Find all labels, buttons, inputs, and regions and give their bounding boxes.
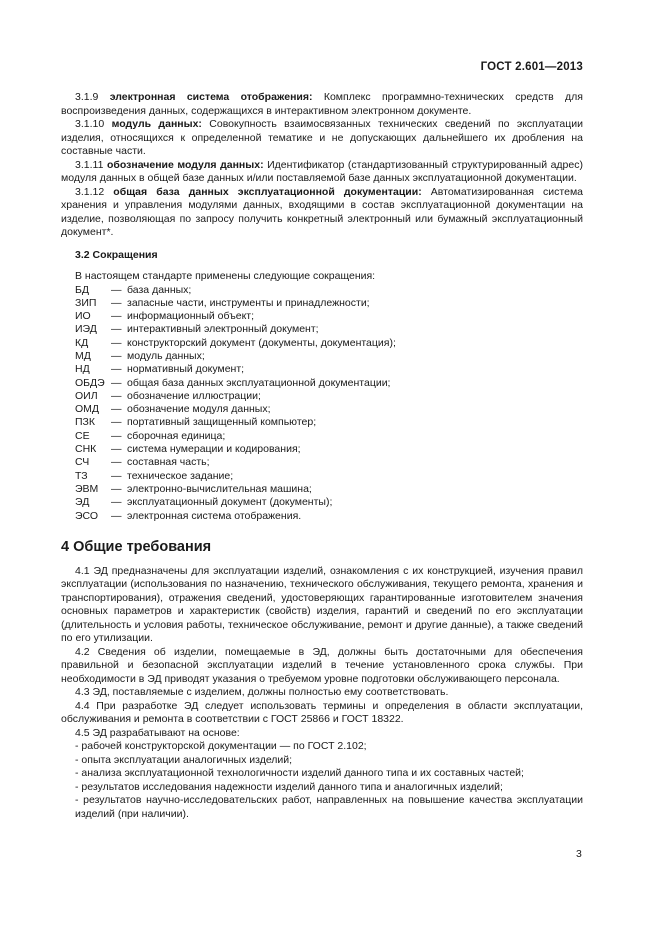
- abbreviation-dash: —: [111, 403, 122, 416]
- abbreviation-term: КД: [75, 336, 89, 349]
- abbreviation-dash: —: [111, 376, 122, 389]
- section-heading-3-2: 3.2 Сокращения: [75, 248, 158, 261]
- abbreviation-row: [75, 350, 583, 363]
- abbreviation-dash: —: [111, 416, 122, 429]
- abbreviation-term: ИО: [75, 310, 91, 323]
- abbreviations-list: [75, 284, 583, 523]
- abbreviation-row: [75, 297, 583, 310]
- page-content: [61, 91, 583, 821]
- abbreviation-dash: —: [111, 349, 122, 362]
- definition-text: Комплекс программно-технических средств для воспроизведения данных, содержащихся в интерактивном электронном документе.: [61, 91, 583, 117]
- abbreviation-row: [75, 390, 583, 403]
- abbreviation-dash: —: [111, 283, 122, 296]
- abbreviation-dash: —: [111, 496, 122, 509]
- abbreviation-dash: —: [111, 509, 122, 522]
- abbreviation-description: сборочная единица;: [127, 429, 226, 442]
- paragraph-4-5: 4.5 ЭД разрабатывают на основе:: [75, 726, 240, 739]
- abbreviation-description: база данных;: [127, 283, 192, 296]
- definition-term: модуль данных:: [111, 118, 202, 130]
- abbreviation-term: НД: [75, 363, 90, 376]
- abbreviation-term: ЭСО: [75, 509, 99, 522]
- paragraph-4-4: 4.4 При разработке ЭД следует использовать термины и определения в области эксплуатации, обслуживания и ремонта в соответствии с ГОСТ 25866 и ГОСТ 18322.: [61, 699, 583, 726]
- abbreviations-intro: В настоящем стандарте применены следующие сокращения:: [75, 270, 376, 282]
- abbreviation-term: ТЗ: [75, 469, 88, 482]
- abbreviation-term: ЭВМ: [75, 482, 99, 495]
- abbreviation-description: интерактивный электронный документ;: [127, 323, 319, 336]
- definition-term: обозначение модуля данных:: [106, 158, 264, 171]
- definition-number: 3.1.11: [75, 158, 104, 171]
- abbreviation-dash: —: [111, 443, 122, 456]
- definition-term: электронная система отображения:: [109, 91, 313, 103]
- definition-text: Идентификатор (стандартизованный структурированный адрес) модуля данных в общей базе данных и/или поставляемой базе данных эксплуатационной документации.: [61, 158, 583, 184]
- abbreviation-term: ОМД: [75, 403, 100, 416]
- abbreviation-row: [75, 337, 583, 350]
- abbreviation-row: [75, 323, 583, 336]
- abbreviation-description: электронная система отображения.: [127, 509, 302, 522]
- abbreviation-description: модуль данных;: [127, 349, 205, 362]
- abbreviation-row: [75, 430, 583, 443]
- abbreviation-description: техническое задание;: [127, 469, 234, 482]
- abbreviation-dash: —: [111, 389, 122, 402]
- abbreviation-dash: —: [111, 336, 122, 349]
- abbreviation-row: [75, 377, 583, 390]
- abbreviation-row: [75, 416, 583, 429]
- abbreviation-dash: —: [111, 469, 122, 482]
- abbreviation-description: система нумерации и кодирования;: [127, 443, 301, 456]
- abbreviation-term: СНК: [75, 443, 97, 456]
- abbreviation-dash: —: [111, 310, 122, 323]
- paragraph-4-1: 4.1 ЭД предназначены для эксплуатации изделий, ознакомления с их конструкцией, изучения правил эксплуатации (использования по назначению, технического обслуживания, текущего ремонта, хранения и транспортирования), отражения сведений, удостоверяющих гарантированные изготовителем значения основных параметров и характеристик (свойств) изделия, гарантий и сведений по его эксплуатации (длительность и условия работы, техническое обслуживание, ремонт и другие данные), а также сведений по его утилизации.: [61, 564, 583, 645]
- abbreviation-term: ЭД: [75, 496, 90, 509]
- abbreviation-term: ОИЛ: [75, 389, 98, 402]
- page-number: 3: [576, 848, 582, 860]
- abbreviation-row: [75, 363, 583, 376]
- definition-number: 3.1.10: [75, 118, 105, 130]
- abbreviation-description: обозначение модуля данных;: [127, 403, 271, 416]
- definition-term: общая база данных эксплуатационной документации:: [113, 185, 422, 198]
- abbreviation-row: [75, 470, 583, 483]
- list-item: - рабочей конструкторской документации — по ГОСТ 2.102;: [75, 740, 367, 753]
- abbreviation-term: ИЭД: [75, 323, 97, 336]
- definition-3-1-11: [61, 159, 583, 186]
- definition-3-1-10: [61, 118, 583, 159]
- abbreviation-description: информационный объект;: [127, 310, 255, 323]
- definition-text: Автоматизированная система хранения и управления модулями данных, входящими в состав эксплуатационной документации на изделие, позволяющая по запросу получить конкретный электронный или бумажный эксплуатационный документ*.: [61, 185, 584, 238]
- paragraph-4-3: 4.3 ЭД, поставляемые с изделием, должны полностью ему соответствовать.: [75, 686, 449, 699]
- abbreviation-row: [75, 510, 583, 523]
- definition-number: 3.1.9: [75, 91, 99, 103]
- definition-number: 3.1.12: [75, 185, 105, 198]
- abbreviation-description: конструкторский документ (документы, документация);: [127, 336, 396, 349]
- definition-3-1-9: [61, 91, 583, 118]
- abbreviation-row: [75, 483, 583, 496]
- abbreviation-dash: —: [111, 482, 122, 495]
- abbreviation-dash: —: [111, 456, 122, 469]
- document-header: ГОСТ 2.601—2013: [480, 61, 583, 73]
- list-item: - результатов научно-исследовательских работ, направленных на повышение качества эксплуатации изделий (при наличии).: [75, 794, 583, 820]
- abbreviation-dash: —: [111, 296, 122, 309]
- abbreviation-term: ЗИП: [75, 296, 97, 309]
- abbreviation-description: общая база данных эксплуатационной документации;: [127, 376, 391, 389]
- abbreviation-description: портативный защищенный компьютер;: [127, 416, 317, 429]
- list-item: - опыта эксплуатации аналогичных изделий;: [75, 753, 293, 766]
- definition-text: Совокупность взаимосвязанных технических сведений по эксплуатации изделия, относящихся к определенной тематике и не допускающих дальнейшего их дробления на составные части.: [61, 118, 584, 157]
- abbreviation-description: электронно-вычислительная машина;: [127, 482, 312, 495]
- paragraph-4-2: 4.2 Сведения об изделии, помещаемые в ЭД, должны быть достаточными для обеспечения правильной и безопасной эксплуатации изделий в течение установленного срока службы. При необходимости в ЭД приводят указания о требуемом уровне подготовки обслуживающего персонала.: [61, 645, 583, 685]
- abbreviation-row: [75, 310, 583, 323]
- abbreviation-dash: —: [111, 323, 122, 336]
- abbreviation-term: БД: [75, 283, 90, 296]
- abbreviation-description: нормативный документ;: [127, 363, 245, 376]
- abbreviation-row: [75, 443, 583, 456]
- abbreviation-term: ОБДЭ: [75, 376, 105, 389]
- abbreviation-term: МД: [75, 349, 91, 362]
- abbreviation-row: [75, 456, 583, 469]
- list-item: - анализа эксплуатационной технологичности изделий данного типа и их составных частей;: [75, 767, 524, 780]
- abbreviation-description: эксплуатационный документ (документы);: [127, 496, 333, 509]
- section-heading-4: 4 Общие требования: [61, 538, 212, 555]
- abbreviation-term: ПЗК: [75, 416, 96, 429]
- list-item: - результатов исследования надежности изделий данного типа и аналогичных изделий;: [75, 780, 503, 793]
- abbreviation-description: составная часть;: [127, 456, 210, 469]
- abbreviation-dash: —: [111, 363, 122, 376]
- abbreviation-description: запасные части, инструменты и принадлежности;: [127, 296, 370, 309]
- abbreviation-term: СЕ: [75, 429, 90, 442]
- abbreviation-row: [75, 496, 583, 509]
- abbreviation-description: обозначение иллюстрации;: [127, 389, 261, 402]
- abbreviation-term: СЧ: [75, 456, 90, 469]
- definition-3-1-12: [61, 186, 583, 240]
- abbreviation-row: [75, 403, 583, 416]
- abbreviation-dash: —: [111, 429, 122, 442]
- abbreviation-row: [75, 284, 583, 297]
